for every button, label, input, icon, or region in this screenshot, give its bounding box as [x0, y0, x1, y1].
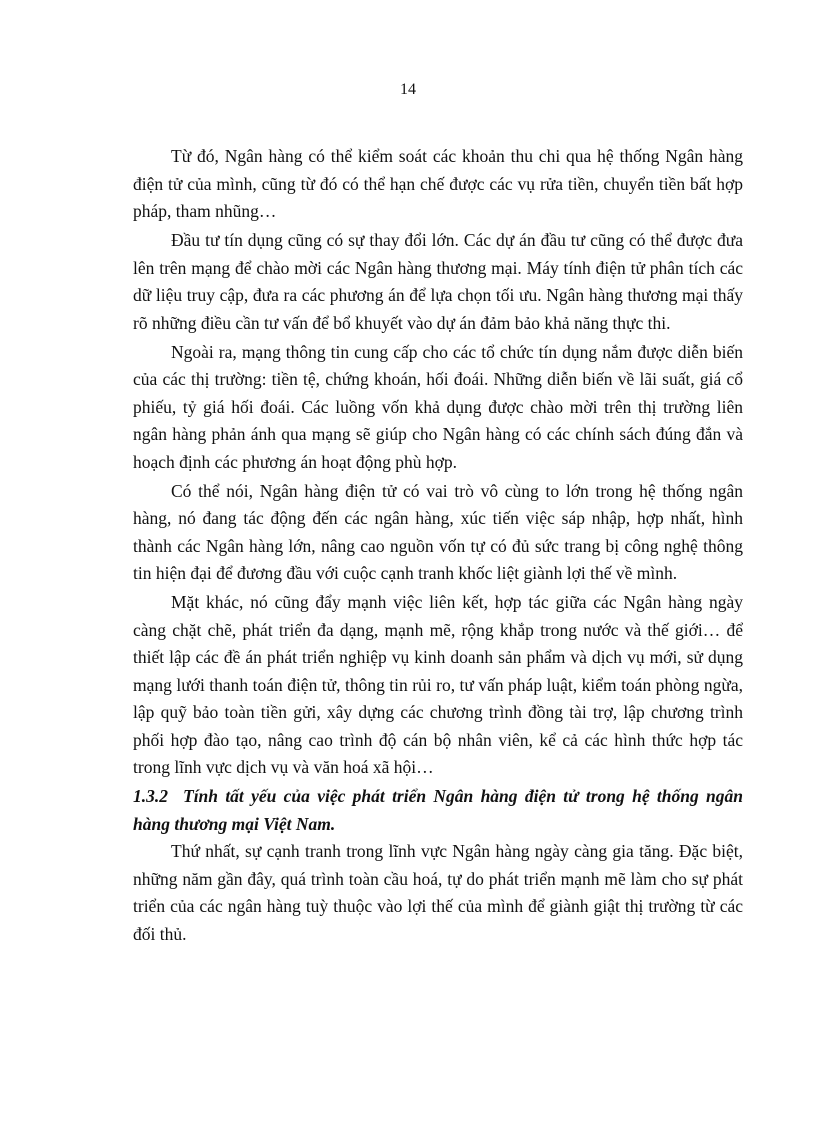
section-heading [133, 783, 743, 838]
section-title: Tính tất yếu của việc phát triển Ngân hàng điện tử trong hệ thống ngân hàng thương mại Việt Nam. [133, 786, 743, 834]
paragraph: Có thể nói, Ngân hàng điện tử có vai trò vô cùng to lớn trong hệ thống ngân hàng, nó đang tác động đến các ngân hàng, xúc tiến việc sáp nhập, hợp nhất, hình thành các Ngân hàng lớn, nâng cao nguồn vốn tự có đủ sức trang bị công nghệ thông tin hiện đại để đương đầu với cuộc cạnh tranh khốc liệt giành lợi thế về mình. [133, 480, 743, 583]
paragraph: Đầu tư tín dụng cũng có sự thay đổi lớn. Các dự án đầu tư cũng có thể được đưa lên trên mạng để chào mời các Ngân hàng thương mại. Máy tính điện tử phân tích các dữ liệu truy cập, đưa ra các phương án để lựa chọn tối ưu. Ngân hàng thương mại thấy rõ những điều cần tư vấn để bổ khuyết vào dự án đảm bảo khả năng thực thi. [133, 230, 743, 333]
section-number: 1.3.2 [133, 786, 168, 806]
paragraph: Ngoài ra, mạng thông tin cung cấp cho các tổ chức tín dụng nắm được diễn biến của các thị trường: tiền tệ, chứng khoán, hối đoái. Những diễn biến về lãi suất, giá cổ phiếu, tỷ giá hối đoái. Các luồng vốn khả dụng được chào mời trên thị trường liên ngân hàng phản ánh qua mạng sẽ giúp cho Ngân hàng có các chính sách đúng đắn và hoạch định các phương án hoạt động phù hợp. [133, 341, 743, 472]
page-number: 14 [400, 81, 416, 98]
paragraph: Mặt khác, nó cũng đẩy mạnh việc liên kết, hợp tác giữa các Ngân hàng ngày càng chặt chẽ, phát triển đa dạng, mạnh mẽ, rộng khắp trong nước và thế giới… để thiết lập các đề án phát triển nghiệp vụ kinh doanh sản phẩm và dịch vụ mới, sử dụng mạng lưới thanh toán điện tử, thông tin rủi ro, tư vấn pháp luật, kiểm toán phòng ngừa, lập quỹ bảo toàn tiền gửi, xây dựng các chương trình đồng tài trợ, lập chương trình phối hợp đào tạo, nâng cao trình độ cán bộ nhân viên, kể cả các hình thức hợp tác trong lĩnh vực dịch vụ và văn hoá xã hội… [133, 592, 743, 777]
paragraph: Thứ nhất, sự cạnh tranh trong lĩnh vực Ngân hàng ngày càng gia tăng. Đặc biệt, những năm gần đây, quá trình toàn cầu hoá, tự do phát triển mạnh mẽ làm cho sự phát triển của các ngân hàng tuỳ thuộc vào lợi thế của mình để giành giật thị trường từ các đối thủ. [133, 841, 743, 944]
document-body [133, 143, 743, 950]
paragraph: Từ đó, Ngân hàng có thể kiểm soát các khoản thu chi qua hệ thống Ngân hàng điện tử của mình, cũng từ đó có thể hạn chế được các vụ rửa tiền, chuyển tiền bất hợp pháp, tham nhũng… [133, 146, 743, 221]
